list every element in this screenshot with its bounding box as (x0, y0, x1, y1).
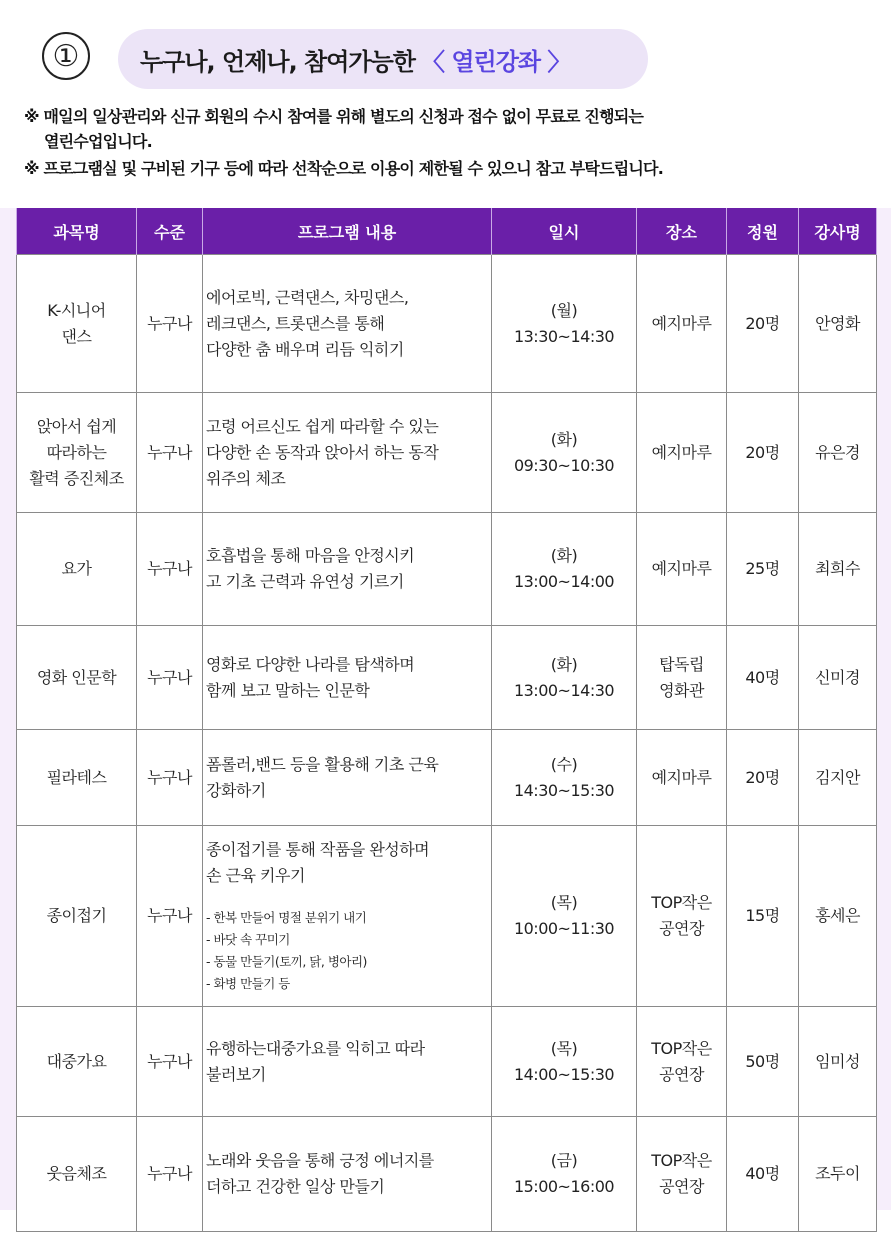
column-header-capacity: 정원 (727, 208, 799, 255)
list-item: - 바닷 속 꾸미기 (206, 932, 290, 947)
table-row (17, 626, 877, 730)
page-title: 누구나, 언제나, 참여가능한 (140, 47, 415, 76)
table-header-row (17, 208, 877, 255)
column-header-instructor: 강사명 (799, 208, 877, 255)
instructor-cell: 임미성 (799, 1007, 877, 1117)
place-cell: TOP작은 공연장 (637, 1007, 727, 1117)
place-cell: TOP작은 공연장 (637, 1117, 727, 1232)
level-cell: 누구나 (137, 826, 203, 1007)
notice-block (24, 104, 874, 181)
level-cell: 누구나 (137, 255, 203, 393)
capacity-cell: 25명 (727, 513, 799, 626)
capacity-cell: 40명 (727, 1117, 799, 1232)
column-header-place: 장소 (637, 208, 727, 255)
place-cell: TOP작은 공연장 (637, 826, 727, 1007)
content-cell: 고령 어르신도 쉽게 따라할 수 있는 다양한 손 동작과 앉아서 하는 동작 위주의 체조 (203, 393, 492, 513)
left-side-band (0, 208, 16, 1210)
content-cell: 호흡법을 통해 마음을 안정시키 고 기초 근력과 유연성 기르기 (203, 513, 492, 626)
subject-cell: 웃음체조 (17, 1117, 137, 1232)
instructor-cell: 홍세은 (799, 826, 877, 1007)
instructor-cell: 안영화 (799, 255, 877, 393)
schedule-cell: (화) 09:30~10:30 (492, 393, 637, 513)
page-title-accent: 〈 열린강좌 〉 (420, 47, 571, 76)
table-row (17, 255, 877, 393)
schedule-cell: (수) 14:30~15:30 (492, 730, 637, 826)
notice-line: ※ 프로그램실 및 구비된 기구 등에 따라 선착순으로 이용이 제한될 수 있으니 참고 부탁드립니다. (24, 159, 663, 178)
level-cell: 누구나 (137, 1117, 203, 1232)
notice-line: ※ 매일의 일상관리와 신규 회원의 수시 참여를 위해 별도의 신청과 접수 없이 무료로 진행되는 (24, 107, 644, 126)
content-cell: 유행하는대중가요를 익히고 따라 불러보기 (203, 1007, 492, 1117)
table-row (17, 393, 877, 513)
level-cell: 누구나 (137, 730, 203, 826)
schedule-cell: (목) 10:00~11:30 (492, 826, 637, 1007)
schedule-table (16, 208, 877, 1232)
capacity-cell: 15명 (727, 826, 799, 1007)
section-number: ① (42, 32, 90, 80)
column-header-subject: 과목명 (17, 208, 137, 255)
list-item: - 화병 만들기 등 (206, 976, 290, 991)
table-row (17, 513, 877, 626)
capacity-cell: 20명 (727, 255, 799, 393)
schedule-cell: (화) 13:00~14:30 (492, 626, 637, 730)
right-side-band (877, 208, 891, 1210)
place-cell: 예지마루 (637, 730, 727, 826)
subject-cell: 종이접기 (17, 826, 137, 1007)
content-cell: 폼롤러,밴드 등을 활용해 기초 근육 강화하기 (203, 730, 492, 826)
content-cell: 에어로빅, 근력댄스, 차밍댄스, 레크댄스, 트롯댄스를 통해 다양한 춤 배우며 리듬 익히기 (203, 255, 492, 393)
content-cell: 노래와 웃음을 통해 긍정 에너지를 더하고 건강한 일상 만들기 (203, 1117, 492, 1232)
column-header-schedule: 일시 (492, 208, 637, 255)
schedule-cell: (금) 15:00~16:00 (492, 1117, 637, 1232)
column-header-content: 프로그램 내용 (203, 208, 492, 255)
subject-cell: 요가 (17, 513, 137, 626)
level-cell: 누구나 (137, 393, 203, 513)
instructor-cell: 신미경 (799, 626, 877, 730)
schedule-cell: (목) 14:00~15:30 (492, 1007, 637, 1117)
subject-cell: 영화 인문학 (17, 626, 137, 730)
capacity-cell: 20명 (727, 730, 799, 826)
content-cell: 영화로 다양한 나라를 탐색하며 함께 보고 말하는 인문학 (203, 626, 492, 730)
notice-line: 열린수업입니다. (44, 132, 152, 151)
level-cell: 누구나 (137, 626, 203, 730)
capacity-cell: 20명 (727, 393, 799, 513)
subject-cell: 앉아서 쉽게 따라하는 활력 증진체조 (17, 393, 137, 513)
content-cell: 종이접기를 통해 작품을 완성하며 손 근육 키우기 - 한복 만들어 명절 분위기 내기 - 바닷 속 꾸미기 - 동물 만들기(토끼, 닭, 병아리) - 화병 만들기 등 (203, 826, 492, 1007)
table-row (17, 1007, 877, 1117)
activity-list (206, 907, 489, 995)
place-cell: 탑독립 영화관 (637, 626, 727, 730)
instructor-cell: 조두이 (799, 1117, 877, 1232)
place-cell: 예지마루 (637, 255, 727, 393)
table-row (17, 826, 877, 1007)
column-header-level: 수준 (137, 208, 203, 255)
title-pill (118, 29, 648, 89)
subject-cell: K-시니어 댄스 (17, 255, 137, 393)
list-item: - 동물 만들기(토끼, 닭, 병아리) (206, 954, 367, 969)
schedule-cell: (월) 13:30~14:30 (492, 255, 637, 393)
subject-cell: 대중가요 (17, 1007, 137, 1117)
schedule-cell: (화) 13:00~14:00 (492, 513, 637, 626)
instructor-cell: 유은경 (799, 393, 877, 513)
place-cell: 예지마루 (637, 393, 727, 513)
subject-cell: 필라테스 (17, 730, 137, 826)
table-row (17, 730, 877, 826)
instructor-cell: 최희수 (799, 513, 877, 626)
instructor-cell: 김지안 (799, 730, 877, 826)
place-cell: 예지마루 (637, 513, 727, 626)
level-cell: 누구나 (137, 1007, 203, 1117)
page-header (0, 0, 891, 100)
level-cell: 누구나 (137, 513, 203, 626)
table-row (17, 1117, 877, 1232)
capacity-cell: 50명 (727, 1007, 799, 1117)
capacity-cell: 40명 (727, 626, 799, 730)
list-item: - 한복 만들어 명절 분위기 내기 (206, 910, 367, 925)
